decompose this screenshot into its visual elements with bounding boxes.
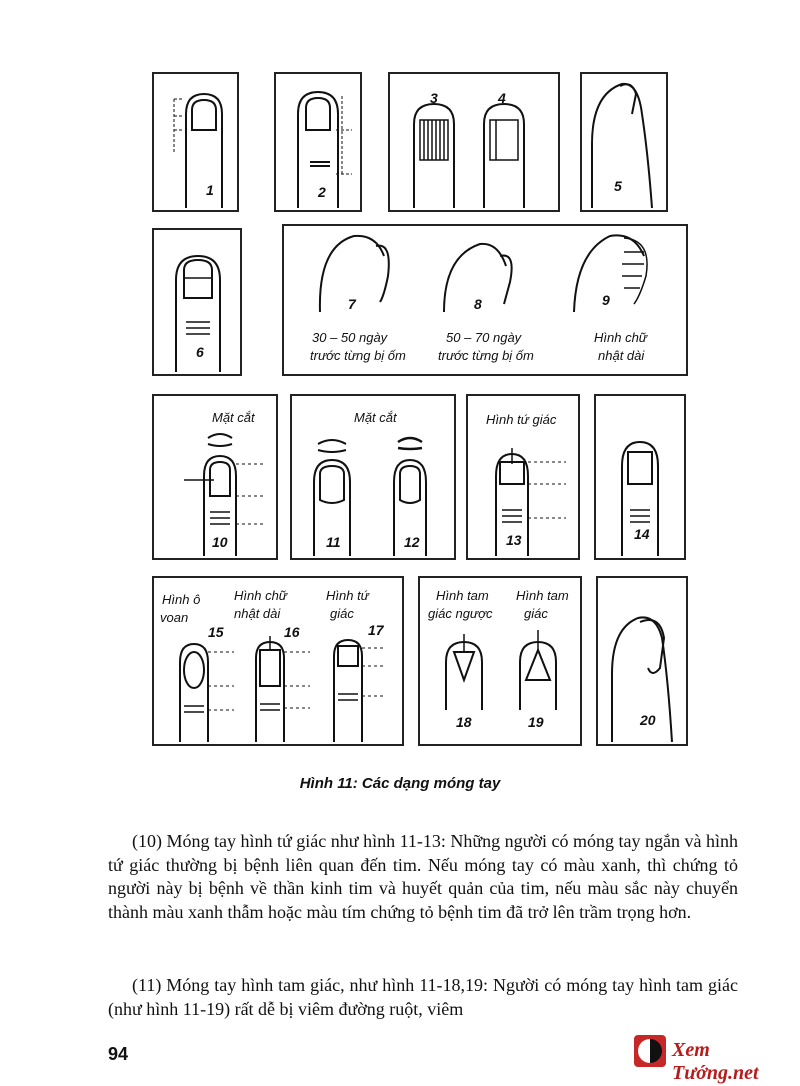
paragraph-10: (10) Móng tay hình tứ giác như hình 11-13: Những người có móng tay ngắn và hình tứ giác thường bị bệnh liên quan đến tim. Nếu móng tay có màu xanh, thì chứng tỏ người này bị bệnh về thần kinh tim và huyết quản của tim, nếu màu sắc này chuyển thành màu xanh thẫm hoặc màu tím chứng tỏ bệnh tim đã trở lên trầm trọng hơn.	[108, 831, 738, 922]
figure-panel-2	[274, 72, 362, 212]
figure-panel-3-4	[388, 72, 560, 212]
label-18-line-2: giác ngược	[428, 606, 493, 621]
finger-drawing	[154, 74, 237, 210]
label-19-line-2: giác	[524, 606, 548, 621]
figure-number: 3	[430, 90, 438, 106]
page-number: 94	[108, 1044, 129, 1064]
label-18-line-1: Hình tam	[436, 588, 489, 603]
label-19-line-1: Hình tam	[516, 588, 569, 603]
figure-number: 15	[208, 624, 224, 640]
figure-panel-7-8-9	[282, 224, 688, 376]
watermark-logo	[634, 1033, 792, 1084]
note-9-line-2: nhật dài	[598, 348, 645, 363]
note-7-line-2: trước từng bị ốm	[310, 348, 406, 363]
figure-panel-6	[152, 228, 242, 376]
figure-number: 18	[456, 714, 472, 730]
figure-number: 14	[634, 526, 650, 542]
figure-number: 17	[368, 622, 384, 638]
panel-title: Mặt cắt	[354, 410, 397, 425]
label-16-line-2: nhật dài	[234, 606, 281, 621]
figure-number: 19	[528, 714, 544, 730]
figure-number: 1	[206, 182, 214, 198]
figure-number: 16	[284, 624, 300, 640]
thumb-drawing	[582, 74, 666, 210]
figure-caption: Hình 11: Các dạng móng tay	[299, 775, 501, 792]
figure-panel-11-12	[290, 394, 456, 560]
figure-number: 9	[602, 292, 610, 308]
panel-title: Mặt cắt	[212, 410, 255, 425]
paragraph-11: (11) Móng tay hình tam giác, như hình 11-18,19: Người có móng tay hình tam giác (như hình 11-19) rất dễ bị viêm đường ruột, viêm	[108, 975, 738, 1019]
figure-number: 4	[498, 90, 506, 106]
finger-drawing	[390, 74, 558, 210]
figure-number: 6	[196, 344, 204, 360]
figure-panel-15-16-17	[152, 576, 404, 746]
label-16-line-1: Hình chữ	[234, 588, 288, 603]
figure-panel-14	[594, 394, 686, 560]
figure-number: 5	[614, 178, 622, 194]
figure-number: 12	[404, 534, 420, 550]
note-7-line-1: 30 – 50 ngày	[312, 330, 388, 345]
note-9-line-1: Hình chữ	[594, 330, 648, 345]
figure-number: 11	[326, 534, 341, 550]
figure-panel-18-19	[418, 576, 582, 746]
panel-title: Hình tứ giác	[486, 412, 557, 427]
label-15-line-1: Hình ô	[162, 592, 201, 607]
label-15-line-2: voan	[160, 610, 189, 625]
figure-number: 10	[212, 534, 228, 550]
watermark-text: Xem Tướng.net	[672, 1039, 759, 1084]
label-17-line-1: Hình tứ	[326, 588, 369, 603]
figure-number: 20	[640, 712, 656, 728]
yin-yang-icon	[634, 1035, 666, 1067]
figure-panel-1	[152, 72, 239, 212]
figure-number: 8	[474, 296, 482, 312]
figure-panel-10	[152, 394, 278, 560]
figure-panel-20	[596, 576, 688, 746]
label-17-line-2: giác	[330, 606, 354, 621]
figure-panel-13	[466, 394, 580, 560]
note-8-line-1: 50 – 70 ngày	[446, 330, 522, 345]
figure-number: 2	[318, 184, 326, 200]
figure-panel-5	[580, 72, 668, 212]
figure-number: 13	[506, 532, 522, 548]
note-8-line-2: trước từng bị ốm	[438, 348, 534, 363]
figure-number: 7	[348, 296, 356, 312]
